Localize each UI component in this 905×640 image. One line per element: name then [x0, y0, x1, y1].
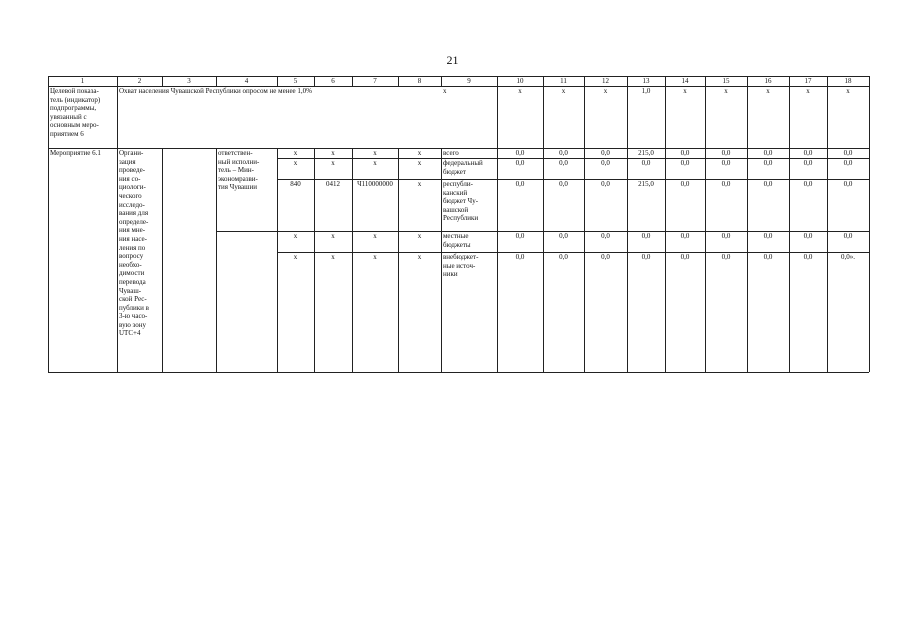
event-funding-value: 0,0 — [601, 180, 610, 188]
event-funding-value: 215,0 — [638, 149, 654, 157]
column-divider — [352, 148, 353, 372]
event-funding-value: 0,0 — [515, 253, 525, 261]
event-funding-value: 0,0 — [559, 232, 568, 240]
column-divider — [584, 76, 585, 372]
event-name: Органи- зация проведе- ния со- циологи- ческого исследо- вания для определе- ния мне- ния насе- ления по вопросу необхо- димости перевода Чуваш- ской Рес- публики в 3-ю часо- вую зону UTC+4 — [119, 149, 149, 338]
target-value: x — [724, 87, 728, 95]
event-funding-value: 0,0 — [559, 149, 568, 157]
event-funding-value: 0,0 — [601, 232, 610, 240]
event-funding-value: 0,0 — [601, 149, 610, 157]
event-funding-value: 0,0 — [515, 159, 525, 167]
target-value: x — [806, 87, 810, 95]
target-value: x — [683, 87, 687, 95]
responsible-bottom-border — [216, 231, 277, 232]
column-divider — [352, 76, 353, 86]
event-row-col8: x — [417, 159, 422, 167]
event-funding-value: 0,0 — [559, 253, 568, 261]
event-funding-value: 0,0 — [763, 180, 773, 188]
event-row-col6: x — [331, 159, 335, 167]
event-funding-value: 0,0 — [601, 159, 610, 167]
event-row-col7: x — [373, 232, 377, 240]
target-value: x — [766, 87, 770, 95]
header-column-number: 2 — [137, 77, 142, 85]
event-funding-source: всего — [443, 149, 459, 157]
event-row-col5: 840 — [290, 180, 301, 188]
event-row-col8: x — [417, 253, 422, 261]
header-column-number: 5 — [293, 77, 298, 85]
header-column-number: 17 — [804, 77, 812, 85]
column-divider — [48, 76, 49, 372]
event-row-col7: Ч110000000 — [357, 180, 393, 188]
event-funding-value: 0,0 — [843, 159, 853, 167]
event-funding-value: 0,0 — [641, 253, 651, 261]
event-row-col5: x — [293, 149, 298, 157]
table-bottom-border — [48, 372, 869, 373]
event-funding-value: 0,0 — [680, 159, 690, 167]
event-funding-value: 0,0 — [641, 232, 651, 240]
header-column-number: 6 — [331, 77, 335, 85]
header-column-number: 3 — [187, 77, 191, 85]
event-funding-value: 0,0 — [680, 232, 690, 240]
column-divider — [827, 76, 828, 372]
header-column-number: 15 — [722, 77, 730, 85]
column-divider — [665, 76, 666, 372]
column-divider — [398, 148, 399, 372]
column-divider — [705, 76, 706, 372]
column-divider — [162, 148, 163, 372]
column-divider — [277, 148, 278, 372]
event-funding-source: внебюджет- ные источ- ники — [443, 253, 479, 279]
target-col9-value: x — [443, 87, 447, 95]
event-row-col7: x — [373, 149, 377, 157]
event-funding-value: 0,0 — [803, 232, 813, 240]
event-funding-value: 0,0 — [515, 149, 525, 157]
event-funding-value: 0,0 — [763, 149, 773, 157]
header-column-number: 10 — [516, 77, 524, 85]
event-row-col6: 0412 — [326, 180, 340, 188]
target-value: x — [846, 87, 850, 95]
event-funding-value: 0,0 — [843, 180, 853, 188]
event-row-col8: x — [417, 232, 422, 240]
event-funding-value: 0,0 — [601, 253, 610, 261]
event-funding-value: 0,0 — [721, 180, 731, 188]
column-divider — [747, 76, 748, 372]
event-funding-value: 0,0». — [841, 253, 855, 261]
event-funding-value: 0,0 — [559, 159, 568, 167]
column-divider — [627, 76, 628, 372]
page-number: 21 — [446, 53, 459, 67]
column-divider — [497, 76, 498, 372]
event-funding-value: 0,0 — [721, 232, 731, 240]
header-column-number: 16 — [764, 77, 772, 85]
event-funding-value: 0,0 — [843, 232, 853, 240]
column-divider — [162, 76, 163, 86]
event-funding-source: республи- канский бюджет Чу- вашской Республики — [443, 180, 479, 223]
event-row-col5: x — [293, 253, 298, 261]
target-indicator-description: Охват населения Чувашской Республики опросом не менее 1,0% — [119, 87, 312, 95]
event-funding-value: 0,0 — [843, 149, 853, 157]
column-divider — [277, 76, 278, 86]
header-column-number: 11 — [560, 77, 567, 85]
header-column-number: 13 — [642, 77, 650, 85]
header-column-number: 12 — [602, 77, 609, 85]
header-column-number: 1 — [80, 77, 85, 85]
target-indicator-label: Целевой показа- тель (индикатор) подпрограммы, увязанный с основным меро- приятием 6 — [50, 87, 101, 138]
event-funding-value: 0,0 — [721, 159, 731, 167]
column-divider — [117, 76, 118, 372]
event-row-col8: x — [417, 149, 422, 157]
event-funding-value: 215,0 — [638, 180, 654, 188]
header-column-number: 8 — [417, 77, 422, 85]
column-divider — [441, 76, 442, 86]
column-divider — [216, 76, 217, 86]
event-row-col7: x — [373, 253, 377, 261]
column-divider — [543, 76, 544, 372]
event-funding-source: федеральный бюджет — [443, 159, 483, 176]
event-funding-value: 0,0 — [803, 149, 813, 157]
event-responsible: ответствен- ный исполни- тель – Мин- экономразви- тия Чувашии — [218, 149, 260, 192]
header-column-number: 18 — [844, 77, 852, 85]
event-row-col6: x — [331, 232, 335, 240]
event-funding-value: 0,0 — [721, 253, 731, 261]
event-label: Мероприятие 6.1 — [50, 149, 101, 157]
column-divider — [314, 76, 315, 86]
event-row-col5: x — [293, 232, 298, 240]
event-funding-value: 0,0 — [803, 253, 813, 261]
event-funding-source: местные бюджеты — [443, 232, 471, 249]
column-divider — [869, 76, 870, 372]
event-funding-value: 0,0 — [515, 232, 525, 240]
header-column-number: 7 — [373, 77, 377, 85]
event-row-col7: x — [373, 159, 377, 167]
event-row-col8: x — [417, 180, 422, 188]
event-funding-value: 0,0 — [515, 180, 525, 188]
event-funding-value: 0,0 — [680, 149, 690, 157]
column-divider — [789, 76, 790, 372]
event-funding-value: 0,0 — [680, 253, 690, 261]
event-funding-value: 0,0 — [803, 180, 813, 188]
target-value: x — [561, 87, 566, 95]
event-funding-value: 0,0 — [559, 180, 568, 188]
event-funding-value: 0,0 — [763, 253, 773, 261]
header-column-number: 4 — [244, 77, 249, 85]
header-column-number: 9 — [467, 77, 471, 85]
target-value: x — [518, 87, 522, 95]
column-divider — [314, 148, 315, 372]
event-funding-value: 0,0 — [680, 180, 690, 188]
column-divider — [441, 148, 442, 372]
column-divider — [398, 76, 399, 86]
target-value: 1,0 — [641, 87, 651, 95]
event-funding-value: 0,0 — [763, 232, 773, 240]
event-funding-value: 0,0 — [763, 159, 773, 167]
header-column-number: 14 — [681, 77, 689, 85]
event-funding-value: 0,0 — [641, 159, 651, 167]
event-row-col5: x — [293, 159, 298, 167]
event-funding-value: 0,0 — [803, 159, 813, 167]
event-row-col6: x — [331, 253, 335, 261]
event-row-col6: x — [331, 149, 335, 157]
event-funding-value: 0,0 — [721, 149, 731, 157]
target-value: x — [603, 87, 608, 95]
column-divider — [216, 148, 217, 372]
